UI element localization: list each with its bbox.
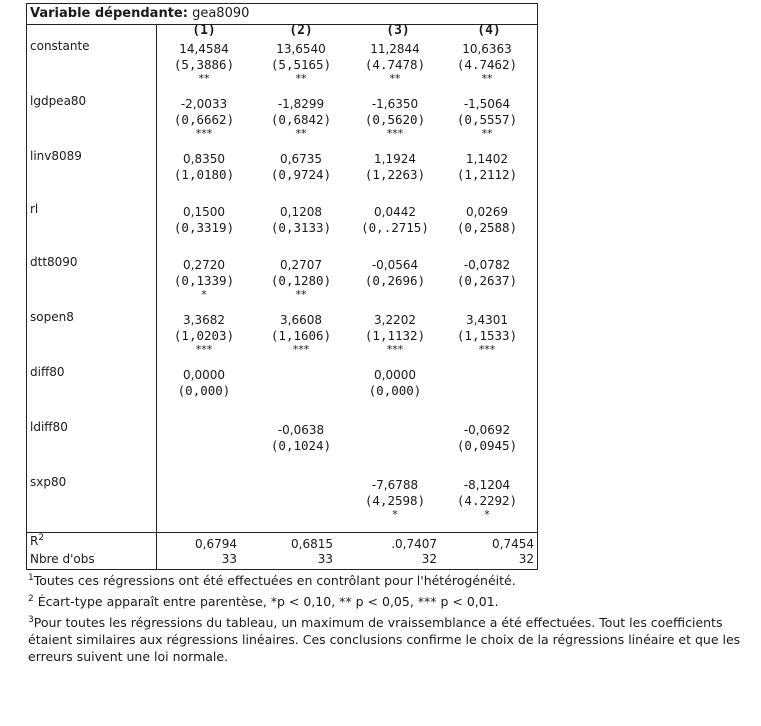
coefficient: -1,5064	[463, 97, 511, 111]
cell-diff80-col3	[347, 367, 443, 399]
significance-stars: *	[484, 508, 490, 521]
standard-error: (1,0180)	[173, 167, 235, 182]
standard-error: (0,1280)	[270, 273, 332, 288]
coefficient: 3,3682	[183, 313, 225, 327]
coefficient: 0,8350	[183, 152, 225, 166]
cell-sopen8-col3	[347, 312, 443, 355]
cell-rl-col2	[253, 204, 349, 236]
cell-diff80-col1	[156, 367, 252, 399]
standard-error: (0,5557)	[456, 112, 518, 127]
standard-error: (0,2637)	[456, 273, 518, 288]
coefficient: 0,0442	[374, 205, 416, 219]
row-label-linv8089: linv8089	[30, 149, 82, 163]
coefficient: 10,6363	[462, 42, 512, 56]
standard-error: (0,2696)	[364, 273, 426, 288]
row-label-constante: constante	[30, 39, 90, 53]
row-label-sopen8: sopen8	[30, 310, 74, 324]
cell-ldiff80-col4	[439, 422, 535, 454]
dependent-variable-value: gea8090	[192, 6, 250, 21]
coefficient: -0,0692	[463, 423, 511, 437]
coefficient: -1,8299	[277, 97, 325, 111]
column-header-1: (1)	[192, 23, 216, 38]
significance-stars: **	[295, 127, 307, 140]
standard-error: (1,2263)	[364, 167, 426, 182]
standard-error: (0,2588)	[456, 220, 518, 235]
nobs-value-3: 32	[421, 552, 437, 566]
row-label-ldiff80: ldiff80	[30, 420, 68, 434]
standard-error: (0,0945)	[456, 438, 518, 453]
standard-error: (4.7478)	[364, 57, 426, 72]
standard-error: (0,000)	[368, 383, 422, 398]
coefficient: 0,0000	[374, 368, 416, 382]
cell-sopen8-col2	[253, 312, 349, 355]
cell-rl-col3	[347, 204, 443, 236]
standard-error: (0,9724)	[270, 167, 332, 182]
r2-value-3: .0,7407	[391, 537, 437, 551]
significance-stars: ***	[195, 127, 213, 140]
coefficient: -1,6350	[371, 97, 419, 111]
cell-ldiff80-col2	[253, 422, 349, 454]
footnote-1: $^1$Toutes ces régressions ont été effectuées en contrôlant pour l'hétérogénéité.	[28, 572, 516, 588]
cell-dtt8090-col3	[347, 257, 443, 289]
row-label-rl: rl	[30, 202, 39, 216]
nobs-label: Nbre d'obs	[30, 552, 95, 566]
cell-rl-col1	[156, 204, 252, 236]
cell-sxp80-col3	[347, 477, 443, 520]
coefficient: -7,6788	[371, 478, 419, 492]
footnote-2: $^2$ Écart-type apparaît entre parentèse, *p < 0,10, ** p < 0,05, *** p < 0,01.	[28, 593, 499, 609]
standard-error: (5,5165)	[270, 57, 332, 72]
standard-error: (1,1533)	[456, 328, 518, 343]
standard-error: (0,6662)	[173, 112, 235, 127]
r2-value-1: 0,6794	[195, 537, 237, 551]
coefficient: 0,2707	[280, 258, 322, 272]
standard-error: (0,3319)	[173, 220, 235, 235]
standard-error: (1,1132)	[364, 328, 426, 343]
standard-error: (0,000)	[177, 383, 231, 398]
significance-stars: **	[295, 72, 307, 85]
significance-stars: ***	[386, 127, 404, 140]
nobs-value-1: 33	[221, 552, 237, 566]
coefficient: -2,0033	[180, 97, 228, 111]
r2-label: $R^2$	[30, 533, 45, 548]
coefficient: 13,6540	[276, 42, 326, 56]
cell-constante-col1	[156, 41, 252, 84]
significance-stars: *	[392, 508, 398, 521]
r2-value-2: 0,6815	[291, 537, 333, 551]
column-header-4: (4)	[477, 23, 501, 38]
significance-stars: *	[201, 288, 207, 301]
column-header-2: (2)	[289, 23, 313, 38]
cell-sxp80-col4	[439, 477, 535, 520]
coefficient: 1,1924	[374, 152, 416, 166]
table-title	[30, 6, 249, 21]
standard-error: (0,1339)	[173, 273, 235, 288]
row-label-dtt8090: dtt8090	[30, 255, 78, 269]
significance-stars: **	[295, 288, 307, 301]
coefficient: -8,1204	[463, 478, 511, 492]
cell-linv8089-col4	[439, 151, 535, 183]
standard-error: (0,1024)	[270, 438, 332, 453]
cell-dtt8090-col2	[253, 257, 349, 300]
cell-rl-col4	[439, 204, 535, 236]
standard-error: (1,2112)	[456, 167, 518, 182]
significance-stars: **	[481, 127, 493, 140]
r2-value-4: 0,7454	[492, 537, 534, 551]
coefficient: 0,0000	[183, 368, 225, 382]
regression-table	[26, 3, 538, 570]
cell-lgdpea80-col2	[253, 96, 349, 139]
significance-stars: ***	[386, 343, 404, 356]
coefficient: -0,0638	[277, 423, 325, 437]
coefficient: 0,2720	[183, 258, 225, 272]
cell-lgdpea80-col4	[439, 96, 535, 139]
standard-error: (4.2292)	[456, 493, 518, 508]
coefficient: -0,0564	[371, 258, 419, 272]
cell-constante-col3	[347, 41, 443, 84]
standard-error: (1,1606)	[270, 328, 332, 343]
standard-error: (5,3886)	[173, 57, 235, 72]
row-label-lgdpea80: lgdpea80	[30, 94, 87, 108]
coefficient: 3,4301	[466, 313, 508, 327]
cell-linv8089-col1	[156, 151, 252, 183]
row-label-diff80: diff80	[30, 365, 65, 379]
standard-error: (0,5620)	[364, 112, 426, 127]
column-header-3: (3)	[386, 23, 410, 38]
cell-dtt8090-col1	[156, 257, 252, 300]
standard-error: (0,.2715)	[361, 220, 429, 235]
coefficient: 14,4584	[179, 42, 229, 56]
coefficient: 1,1402	[466, 152, 508, 166]
significance-stars: ***	[478, 343, 496, 356]
coefficient: 3,2202	[374, 313, 416, 327]
significance-stars: **	[198, 72, 210, 85]
footnote-3: $^3$Pour toutes les régressions du tableau, un maximum de vraissemblance a été effectuées. Tout les coefficients étaient similaires aux régressions linéaires. Ces conclusions confirme le choix de la régressions linéaire et que les erreurs suivent une loi normale.	[28, 614, 741, 664]
row-label-sxp80: sxp80	[30, 475, 67, 489]
cell-lgdpea80-col1	[156, 96, 252, 139]
nobs-value-4: 32	[518, 552, 534, 566]
r2-divider	[27, 532, 537, 533]
coefficient: 11,2844	[370, 42, 420, 56]
cell-constante-col2	[253, 41, 349, 84]
coefficient: 3,6608	[280, 313, 322, 327]
dependent-variable-label: Variable dépendante:	[30, 6, 188, 21]
standard-error: (0,6842)	[270, 112, 332, 127]
cell-lgdpea80-col3	[347, 96, 443, 139]
coefficient: 0,0269	[466, 205, 508, 219]
standard-error: (1,0203)	[173, 328, 235, 343]
standard-error: (0,3133)	[270, 220, 332, 235]
cell-dtt8090-col4	[439, 257, 535, 289]
cell-linv8089-col2	[253, 151, 349, 183]
standard-error: (4,2598)	[364, 493, 426, 508]
significance-stars: ***	[195, 343, 213, 356]
significance-stars: ***	[292, 343, 310, 356]
significance-stars: **	[481, 72, 493, 85]
cell-sopen8-col1	[156, 312, 252, 355]
standard-error: (4.7462)	[456, 57, 518, 72]
nobs-value-2: 33	[317, 552, 333, 566]
coefficient: 0,6735	[280, 152, 322, 166]
coefficient: 0,1208	[280, 205, 322, 219]
significance-stars: **	[389, 72, 401, 85]
coefficient: 0,1500	[183, 205, 225, 219]
cell-linv8089-col3	[347, 151, 443, 183]
cell-constante-col4	[439, 41, 535, 84]
cell-sopen8-col4	[439, 312, 535, 355]
footnotes	[28, 572, 748, 665]
coefficient: -0,0782	[463, 258, 511, 272]
